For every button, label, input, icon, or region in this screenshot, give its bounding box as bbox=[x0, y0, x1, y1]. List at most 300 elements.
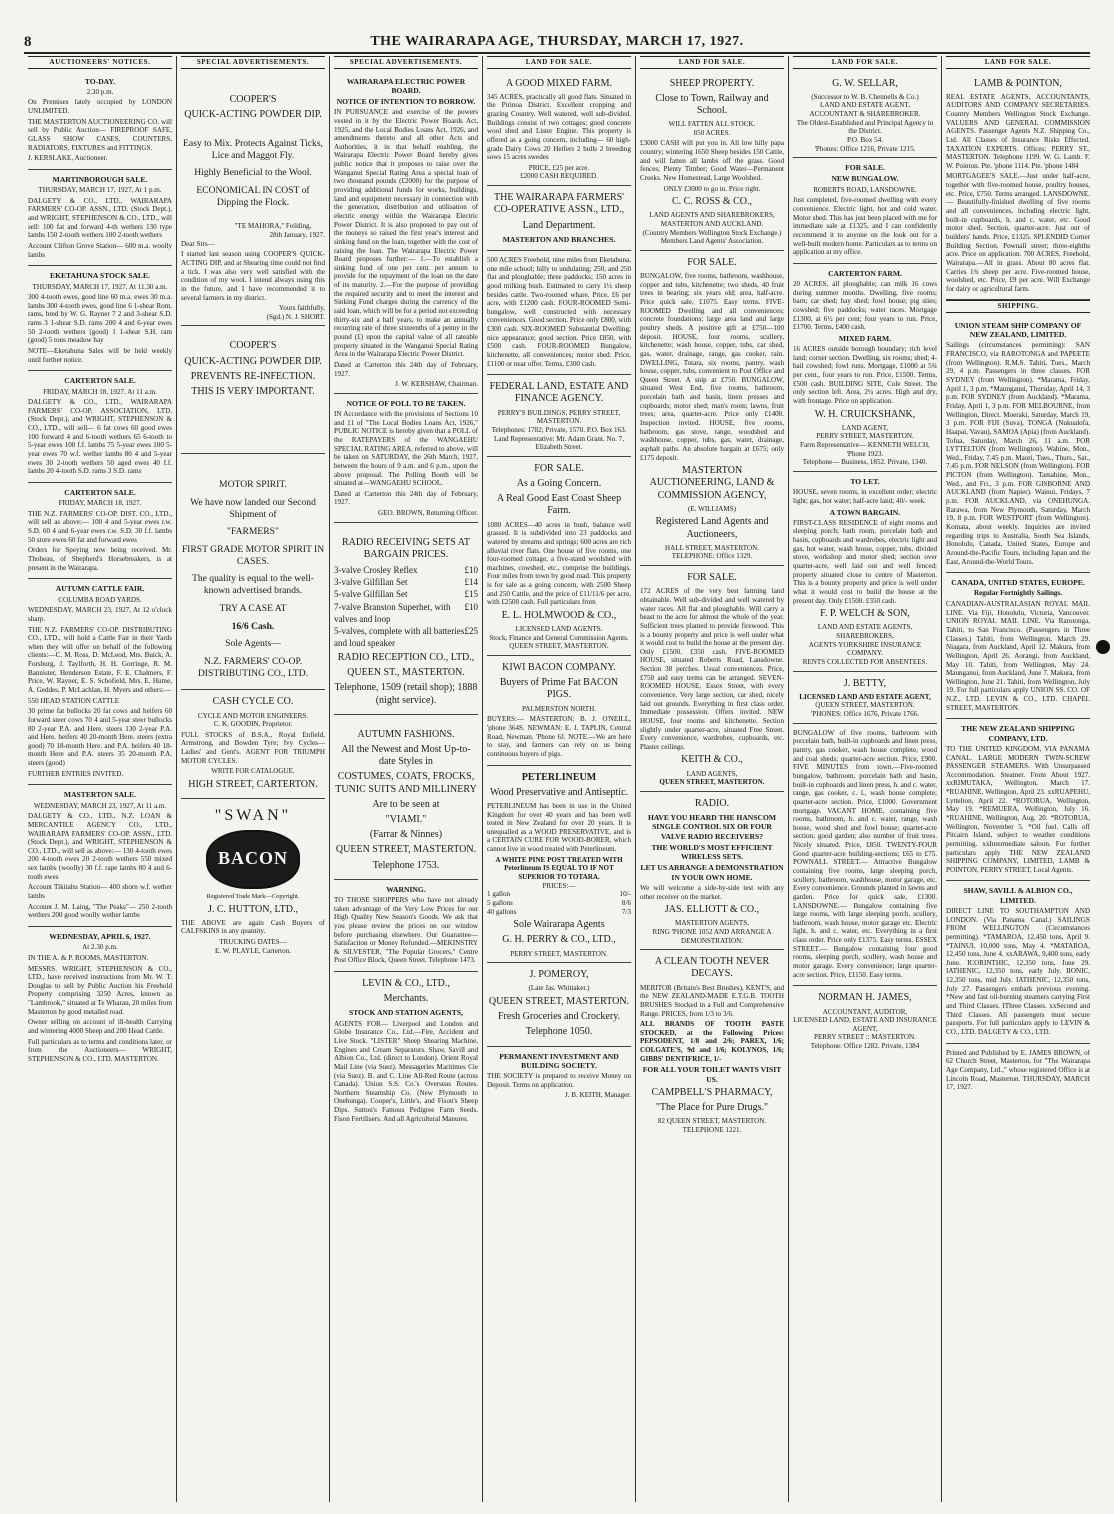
column-header: AUCTIONEERS' NOTICES. bbox=[28, 56, 172, 69]
ad-company: CAMPBELL'S PHARMACY, bbox=[651, 1086, 773, 1098]
sheep-property-ad bbox=[640, 72, 784, 251]
ad-line: N.Z. FARMERS' CO-OP. DISTRIBUTING CO., LTD. bbox=[197, 655, 309, 679]
price-size: 1 gallon bbox=[487, 890, 511, 899]
ad-title: CARTERTON FARM. bbox=[828, 268, 902, 278]
radio-price: £15 bbox=[464, 589, 478, 600]
ad-line: MASTERTON AND AUCKLAND. bbox=[660, 220, 764, 229]
ad-title: LAMB & POINTON, bbox=[974, 77, 1062, 89]
ad-line: THE ABOVE are again Cash Buyers of CALFSKINS in any quantity. bbox=[181, 918, 325, 936]
ad-title: A GOOD MIXED FARM. bbox=[506, 77, 612, 89]
ad-line: Farm Representative— KENNETH WELCH, 'Phone 1923. bbox=[800, 441, 930, 458]
ad-line: LICENSED LAND AND ESTATE AGENT, bbox=[799, 692, 931, 701]
notice-dated: Dated at Carterton this 24th day of February, 1927. bbox=[334, 360, 478, 378]
notice-title: WEDNESDAY, APRIL 6, 1927. bbox=[49, 931, 151, 941]
ad-line: QUEEN STREET, MASTERTON. bbox=[335, 844, 477, 856]
ad-company: RADIO RECEPTION CO., LTD., bbox=[337, 652, 475, 664]
notice-subtitle: NOTICE OF INTENTION TO BORROW. bbox=[336, 97, 476, 107]
ad-title: J. BETTY, bbox=[843, 677, 887, 689]
column-land-3 bbox=[789, 56, 942, 1502]
ad-title: COOPER'S bbox=[229, 340, 277, 352]
notice-line: WEDNESDAY, MARCH 23, 1927, At 12 o'clock sharp. bbox=[28, 606, 172, 623]
ad-body: DIRECT LINE TO SOUTHAMPTON AND LONDON. (Via Panama Canal.) SAILINGS FROM WELLINGTON (Circumstances permitting). *TAMAROA, 12,450 tons, April 9. *TAINUI, 10,000 tons, May 4. *MATAROA, 12,450 tons, June 4. xxARAWA, 9,400 tons, early June. ICORINTHIC, 12,350 tons, June 29. IATHENIC, 12,350 tons, early July. IIONIC, 12,350 tons, mid July. IATHENIC, 12,350 tons, July 27. Passengers embark previous evening. *New and fast oil-burning steamers carrying First and Third Classes. IThree Classes. xxSecond and Third Classes. All passengers must secure passports. For full particulars apply to LEVIN & CO., LTD. DALGETY & CO., LTD. bbox=[946, 906, 1090, 1036]
ad-company: KEITH & CO., bbox=[681, 754, 743, 766]
notice-body: IN PURSUANCE and exercise of the powers vested in it by the Electric Power Boards Act, 1925, and the Local Bodies Loans Act, 1926, and amendments thereto and all other Acts and Authorities, it in that behalf enabling, the Wairarapa Electric Power Board hereby gives public notice that it proposes to raise over the Wanganui Special Rating Area a special loan of two thousand pounds (£2000) for the purpose of providing additional funds for works, buildings, land and equipment necessary in connection with the generation, distribution and utilisation of electric energy within the Wairarapa Electric Power District. It is also proposed to pay out of the moneys so raised the first year's interest and sinking fund on the loan, together with the cost of raising the loan. The Wairarapa Electric Power Board proposes further:— 1.—To establish a sinking fund of one per cent. per annum to provide for the repayment of the loan on the date of its maturity. 2.—For the purpose of providing the required security and to meet the interest and Sinking Fund charges during the currency of the said loan, which will be for a period not exceeding thirty-six and a half years, to make an annually recurring rate of three sixteenths of a penny in the pound (£) upon the capital value of all rateable property situated in the Wanganui Special Rating Area in the Wairarapa Electric Power District. bbox=[334, 108, 478, 359]
canada-sailings-ad bbox=[946, 573, 1090, 719]
ad-line: HIGH STREET, CARTERTON. bbox=[188, 779, 318, 791]
auction-notice bbox=[28, 785, 172, 927]
ad-line: PERRY STREET, MASTERTON. bbox=[816, 432, 914, 441]
listing-body: 500 ACRES Freehold, nine miles from Eketahuna, one mile school; hilly to undulating; 250, and 250 flat and ploughable; three paddocks; 150 acres in good milking bush. Estimated to carry 1½ sheep besides cattle. Two-roomed whare. Price, £6 per acre, with £1200 cash. FOUR-ROOMED Semi-bungalow, well constructed with necessary conveniences. Good section. Price only £800, with £300 cash. SIX-ROOMED Substantial Dwelling; nice appearance; good section. Price £850, with £500 cash. FOUR-ROOMED Bungalow, kitchenette, all conveniences; motor shed. Price, £1100 or near offer. Terms, £300 cash. bbox=[487, 255, 632, 368]
ad-body: BUYERS:— MASTERTON: B. J. O'NEILL, 'phone 364S. NEWMAN: E. J. TAPLIN, Central Road, Newman. 'Phone 6J. NOTE.—We are here to stay, and farmers can rely on us being continuous buyers of pigs. bbox=[487, 715, 631, 758]
ad-subtitle: Land Department. bbox=[522, 219, 596, 231]
column-land-shipping bbox=[942, 56, 1094, 1502]
ad-line: Stock, Finance and General Commission Agents. bbox=[489, 633, 629, 642]
ad-line: HAVE YOU HEARD THE HANSCOM SINGLE CONTROL SIX OR FOUR VALVE RADIO RECEIVERS? bbox=[647, 813, 777, 841]
ad-signature: J. B. KEITH, Manager. bbox=[565, 1091, 631, 1100]
ad-line: Telephone— Business, 1852. Private, 1340. bbox=[802, 458, 928, 467]
notice-signature: GEO. BROWN, Returning Officer. bbox=[378, 509, 478, 518]
ad-body: CANADIAN-AUSTRALASIAN ROYAL MAIL LINE. Via Fiji, Honolulu, Victoria, Vancouver. UNION ROYAL MAIL LINE. Via Rarotonga, Tahiti, to San Francisco. (Passengers in Three Classes.) Tahiti, from Wellington, March 29. Niagara, from Auckland, April 12. Makura, from Wellington, April 26. Aorangi, from Auckland, May 10. Tahiti, from Wellington, May 24. Maunganui, from Auckland, June 7. Makura, from Wellington, June 21. Tahiti, from Wellington, July 19. For full particulars apply UNION SS. CO. OF N.Z., LTD. LEVIN & CO., LTD. CHAPEL STREET, MASTERTON. bbox=[946, 600, 1090, 712]
ad-line: PREVENTS RE-INFECTION. bbox=[190, 370, 316, 382]
ad-title: FOR SALE. bbox=[687, 256, 737, 268]
notice-title: AUTUMN CATTLE FAIR. bbox=[55, 584, 145, 594]
notice-line: FRIDAY, MARCH 18, 1927. At 11 a.m. bbox=[43, 387, 157, 396]
ad-line: MASTERTON AGENTS, bbox=[675, 919, 749, 928]
page-columns bbox=[24, 56, 1094, 1502]
ad-line: TRY A CASE AT bbox=[219, 602, 287, 614]
ad-line: FULL STOCKS of B.S.A., Royal Enfield, Armstrong, and Bowden Tyre; Ivy Cycles—Ladies' and Gent's. AGENT FOR TRIUMPH MOTOR CYCLES. bbox=[181, 730, 325, 765]
ad-company: G. H. PERRY & CO., LTD., bbox=[502, 934, 616, 946]
ad-line: (E. WILLIAMS) bbox=[688, 504, 736, 513]
shaw-savill-ad bbox=[946, 881, 1090, 1043]
ad-subtitle: Close to Town, Railway and School. bbox=[655, 92, 769, 116]
ad-line: PERRY STREET :: MASTERTON. bbox=[814, 1033, 916, 1042]
ad-title: NORMAN H. JAMES, bbox=[818, 992, 912, 1004]
listing-body: BUNGALOW of five rooms, bathroom with porcelain bath, built-in cupboards and linen press, pantry, gas cooker, wash house complete, wood and coal sheds; quarter-acre section. Price, £900. FIVE MINUTES from town.—Five-roomed bungalow, bathroom, porcelain bath and basin, built-in cupboards and linen press, h. and c. water, range, gas cooker, c. l., wash house complete; quarter-acre section. Price, £1000. Government mortgage. VACANT HOME, containing five rooms, bathroom, h. and c. water, range, wash house, wood shed and fowl house; quarter-acre section; good garden; also number of fruit trees. Nicely situated. Price, £850. TWENTY-FOUR Good quarter-acre building-sections; £65 to £75. POWNALL STREET.— Attractive Bungalow containing five rooms, large sleeping porch, scullery, bathroom, washhouse, motor garage, etc. Every convenience. Grounds planted in lawns and garden. Price for quick sale, £1300. LANSDOWNE.— Bungalow containing five large rooms, with large sleeping porch, scullery, bathroom, wash house, motor garage etc. Electric light, h. and c. water, etc. Everything in a first class order. Price only £1375. Easy terms. ESSEX STREET.— Bungalow containing four good rooms, sleeping porch, scullery, wash house and motor garage. Every convenience; large quarter-acre section. Price, £1150. Easy terms. bbox=[793, 728, 937, 979]
ad-line: We will welcome a side-by-side test with any other receiver on the market. bbox=[640, 883, 784, 901]
ad-telephone: Telephone, 1509 (retail shop); 1888 (night service). bbox=[334, 682, 478, 706]
notice-line: On Premises lately occupied by LONDON UNLIMITED. bbox=[28, 98, 172, 116]
notice-line: At 2.30 p.m. bbox=[82, 943, 118, 952]
ad-body: THE SOCIETY is prepared to receive Money on Deposit. Terms on application. bbox=[487, 1072, 631, 1089]
building-society-ad bbox=[487, 1047, 631, 1104]
radio-model: 5-valve Gilfillan Set bbox=[334, 589, 408, 600]
ad-line: THE WORLD'S MOST EFFICIENT WIRELESS SETS. bbox=[651, 842, 773, 862]
trade-mark-note: Registered Trade Mark—Copyright. bbox=[206, 892, 300, 900]
ad-title: CANADA, UNITED STATES, EUROPE. bbox=[951, 578, 1085, 588]
ad-line: "The Place for Pure Drugs." bbox=[655, 1102, 769, 1114]
ad-company: E. L. HOLMWOOD & CO., bbox=[501, 610, 617, 621]
letter-signature: (Sgd.) N. J. SHORT. bbox=[266, 312, 325, 321]
ad-subtitle: QUICK-ACTING POWDER DIP. bbox=[184, 108, 322, 120]
ad-line: LAND AGENT, bbox=[841, 423, 889, 432]
ad-line: AGENTS YORKSHIRE INSURANCE COMPANY. bbox=[808, 640, 922, 658]
cash-cycle-ad bbox=[181, 690, 325, 799]
notice-line: 30 prime fat bullocks 20 fat cows and heifers 60 forward steer cows 70 4 and 5-year steer bullocks 80 2-year P.A. and Here. steers 130 2-year P.A. and Here. heifers 40 20-month Here. steers (extra good) 70 18-month Here. and P.A. heifers 40 18-month Here and P.A. steers 35 20-month P.A. steers (good) bbox=[28, 707, 172, 768]
price-value: 8/6 bbox=[621, 898, 631, 907]
ad-title: THE NEW ZEALAND SHIPPING COMPANY, LTD. bbox=[961, 724, 1075, 743]
ad-line: COSTUMES, COATS, FROCKS, TUNIC SUITS AND MILLINERY bbox=[335, 771, 477, 795]
ad-line: TRUCKING DATES— bbox=[219, 938, 287, 947]
column-header: LAND FOR SALE. bbox=[487, 56, 631, 69]
ad-line: LAND AGENTS AND SHAREBROKERS, bbox=[649, 211, 775, 220]
ad-line: Telephone 1050. bbox=[525, 1026, 593, 1038]
ad-price: PRICE, £25 per acre. bbox=[528, 163, 590, 172]
ad-line: Sole Wairarapa Agents bbox=[513, 919, 605, 931]
notice-title: MARTINBOROUGH SALE. bbox=[52, 174, 148, 184]
ad-line: Telephone 1753. bbox=[372, 859, 440, 871]
ad-company: MASTERTON AUCTIONEERING, LAND & COMMISSION AGENCY, bbox=[649, 465, 775, 501]
notice-line: DALGETY & CO., LTD., WAIRARAPA FARMERS' CO-OP. ASSN., LTD. (Stock Dept.), and WRIGHT, STEPHENSON & CO., LTD., will sell: 100 fat and forward 4-th wethers 130 type lambs 150 2-tooth wethers 100 2-tooth wethers bbox=[28, 196, 172, 240]
power-board-notice bbox=[334, 72, 478, 394]
notice-line: THURSDAY, MARCH 17, 1927, At 1 p.m. bbox=[38, 186, 162, 195]
ad-line: Fresh Groceries and Crockery. bbox=[497, 1011, 621, 1023]
ad-line: LAND AGENTS, bbox=[686, 769, 738, 778]
ad-subtitle: A Real Good East Coast Sheep Farm. bbox=[496, 493, 622, 517]
new-bungalow-ad bbox=[793, 158, 937, 264]
coop-listings bbox=[487, 251, 631, 375]
ad-line: The quality is equal to the well-known advertised brands. bbox=[191, 573, 315, 597]
ad-subtitle: Buyers of Prime Fat BACON PIGS. bbox=[499, 677, 619, 701]
sellar-ad bbox=[793, 72, 937, 159]
betty-ad bbox=[793, 672, 937, 724]
ad-line: We have now landed our Second Shipment of bbox=[190, 496, 316, 520]
page-number: 8 bbox=[24, 33, 32, 50]
ad-line: Registered Land Agents and Auctioneers, bbox=[655, 516, 769, 540]
ad-line: "VIAMI." bbox=[385, 813, 427, 825]
ad-body: PETERLINEUM has been in use in the United Kingdom for over 40 years and has been well tested in New Zealand for over 20 years. It is unequalled as a WOOD PRESERVATIVE, and is a CERTAIN CURE FOR WOOD-BORER, which cannot live in wood treated with Peterlineum. bbox=[487, 801, 631, 854]
column-header: LAND FOR SALE. bbox=[793, 56, 937, 69]
tooth-brush-ad bbox=[640, 950, 784, 1138]
column-header: LAND FOR SALE. bbox=[640, 56, 784, 69]
notice-body: IN Accordance with the provisions of Sections 10 and 11 of "The Local Bodies Loans Act, 1926," PUBLIC NOTICE is hereby given that a POLL of the RATEPAYERS of the WANGAEHU SPECIAL RATING AREA, referred to above, will be taken on SATURDAY, the 26th March, 1927, between the hours of 9 a.m. and 6 p.m., upon the above proposal. The Polling Booth will be situated at—WANGAEHU SCHOOL. bbox=[334, 410, 478, 488]
ad-subtitle: Regular Fortnightly Sailings. bbox=[974, 589, 1062, 598]
price-size: 40 gallons bbox=[487, 907, 517, 916]
ad-address: 82 QUEEN STREET, MASTERTON. TELEPHONE 1221. bbox=[657, 1117, 767, 1134]
notice-line: 300 4-tooth ewes, good line 60 m.a. ewes 30 m.a. lambs 300 4-tooth ewes, good line 6 1-shear Rom. rams, bred by W. G. Rayner 7 2 and 3-shear S.D. rams 3 1-shear S.D. rams 200 4 and 6-year ewes 50 2-tooth wethers (good) 1 1-shear S.H. ram (good) 5 tons meadow hay bbox=[28, 293, 172, 345]
autumn-fashions-ad bbox=[334, 715, 478, 880]
notice-line: Full particulars as to terms and conditions later, or from the Auctioneers— WRIGHT, STEPHENSON & CO., LTD. MASTERTON. bbox=[28, 1037, 172, 1063]
ad-address: QUEEN ST., MASTERTON. bbox=[347, 667, 465, 679]
ad-line: ECONOMICAL IN COST of Dipping the Flock. bbox=[196, 185, 310, 208]
ad-title: RADIO RECEIVING SETS AT BARGAIN PRICES. bbox=[341, 536, 471, 560]
notice-line: MESSRS. WRIGHT, STEPHENSON & CO., LTD., have received instructions from Mr. W. T. Douglas to sell by Public Auction his Freehold Property comprising 3250 Acres, known as "Lambrook," situated at Te Wharau, 20 miles from Masterton by good metalled road. bbox=[28, 964, 172, 1016]
ad-line: LAND AND ESTATE AGENTS, SHAREBROKERS, bbox=[817, 623, 913, 641]
ad-line: P.O. Box 54. bbox=[846, 135, 884, 144]
notice-line: THE N.Z. FARMERS' CO-OP. DIST. CO., LTD., will sell as above:— 100 4 and 5-year ewes r.w. S.D. 60 4 and 6-year ewes r.w. S.D. 30 f.f. lambs 50 store ewes 60 fat and forward ewes bbox=[28, 509, 172, 544]
ad-line: PERRY'S BUILDINGS, PERRY STREET, MASTERTON. bbox=[497, 408, 621, 426]
column-special-ads-2 bbox=[330, 56, 483, 1502]
ad-line: HALL STREET, MASTERTON. bbox=[664, 543, 760, 552]
notice-line: DALGETY & CO., LTD., N.Z. LOAN & MERCANTILE AGENCY CO., LTD., WAIRARAPA FARMERS' CO-OP. ASSN., LTD. (Stock Dept.), and WRIGHT, STEPHENSON & CO., LTD., will sell as above:— 130 4-tooth ewes 200 4-tooth ewes 20 2-tooth wethers 550 mixed sex lambs (woolly) 30 f.f. rape lambs 80 4 and 6-tooth ewes bbox=[28, 812, 172, 881]
ad-line: All the Newest and Most Up-to-date Styles in bbox=[341, 744, 471, 768]
column-header: SPECIAL ADVERTISEMENTS. bbox=[181, 56, 325, 69]
ad-claim: A WHITE PINE POST TREATED WITH Peterlineum IS EQUAL TO IF NOT SUPERIOR TO TOTARA. bbox=[495, 855, 623, 882]
ad-line: Sole Agents— bbox=[225, 638, 281, 650]
to-let-ad bbox=[793, 472, 937, 672]
imprint-text: Printed and Published by E. JAMES BROWN, of 62 Church Street, Masterton, for "The Wairarapa Age Company, Ltd.," whose registered Office is at Lincoln Road, Masterton. THURSDAY, MARCH 17, 1927. bbox=[946, 1048, 1090, 1092]
ad-line: QUEEN STREET, MASTERTON. bbox=[659, 778, 765, 787]
ad-title: COOPER'S bbox=[229, 93, 277, 105]
ad-line: (Country Members Wellington Stock Exchange.) bbox=[642, 228, 782, 237]
price-row bbox=[487, 890, 631, 899]
ad-cash: £2000 CASH REQUIRED. bbox=[520, 172, 598, 181]
letter-date: 28th January, 1927. bbox=[269, 231, 325, 240]
ad-title: CASH CYCLE CO. bbox=[212, 696, 294, 708]
letter-salutation: Dear Sirs— bbox=[181, 239, 215, 248]
ad-body: 345 ACRES, practically all good flats. Situated in the Pirinoa District. Excellent cropping and grazing Country. Well watered, well sub-divided. Buildings consist of two cottages; good concrete wool shed and Lister Engine. This property is offered as a going concern, including— 60 high-grade Dairy Cows 20 Heifers 2 bulls 2 breeding sows 15 acres swedes bbox=[487, 92, 631, 162]
ad-body: FIRST-CLASS RESIDENCE of eight rooms and sleeping porch; bath room, porcelain bath and basin, cupboards and wardrobes, electric light and gas, hot water, wash house, copper, tubs, divided stove, workshop and motor shed; section over quarter-acre, well laid out and well fenced; property situated close to centre of Masterton. This is a bounty property and price is well under what it would cost to build the house at the present day. Only £1500. £350 cash. bbox=[793, 518, 937, 605]
auction-notice bbox=[28, 72, 172, 170]
ad-body: 172 ACRES of the very best farming land obtainable. Well sub-divided and well watered by water races. All flat and ploughable. Will carry a beast to the acre for almost the whole of the year. Sufficient trees planted to provide firewood. This is a bounty property and price is well under what it would cost to build the house at the present day. Only £1500. £350 cash. FIVE-ROOMED HOUSE, situated Roberts Road, Lansdowne. Section 38 perches. Usual conveniences. Price, £750 and easy terms can be arranged. SEVEN-ROOMED HOUSE, Essex Street, with every convenience. Very large section, car shed, nicely laid out grounds. Everything in first class order. Immediate possession. Offers invited. NEW HOUSE, four rooms and kitchenette. Section slightly under quarter-acre, situated Free Street. Every convenience, wardrobes, cupboards, etc. Plaster ceilings. bbox=[640, 587, 784, 751]
ad-company: JAS. ELLIOTT & CO., bbox=[664, 904, 760, 916]
ad-company: C. C. ROSS & CO., bbox=[671, 196, 753, 208]
letter-body: I started last season using COOPER'S QUICK-ACTING DIP, and at Shearing time could not find a tick. I was also very well satisfied with the condition of my wool. I intend always using this in the future, and I have recommended it to several farmers in my district. bbox=[181, 250, 325, 302]
radio-price: £14 bbox=[464, 577, 478, 588]
ad-subtitle: QUICK-ACTING POWDER DIP. bbox=[184, 355, 322, 367]
mixed-farm-ad bbox=[487, 72, 631, 187]
ad-subtitle: MIXED FARM. bbox=[838, 333, 892, 343]
notice-line: THE N.Z. FARMERS' CO-OP. DISTRIBUTING CO., LTD., will hold a Cattle Fair in their Yards when they will offer on behalf of the following clients:—C. M. Ross, D. McLeod, Mrs. Buick, A. Forsburg, J. Taylforth, H. H. Gorringe, R. M. Bannister, Henderson Estate, F. E. Chalmers, F. Price, W. Rayner, E. S. Schofield, Mrs. E. Hume, A. Geddes, P. McLachlan, H. Myers and others:— bbox=[28, 625, 172, 694]
shipping-header: SHIPPING. bbox=[946, 300, 1090, 313]
notice-title: CARTERTON SALE. bbox=[64, 376, 136, 386]
newspaper-title: THE WAIRARAPA AGE, THURSDAY, MARCH 17, 1927. bbox=[370, 34, 744, 49]
ad-line: 'Phones: Office 1216, Private 1215. bbox=[814, 144, 916, 153]
notice-title: TO-DAY. bbox=[84, 76, 116, 86]
notice-line: Orders for Speying now being received. Mr. Thoheau, of Shepherd's Horsebreakers, is at present in the Wairarapa. bbox=[28, 546, 172, 572]
ad-line: ACCOUNTANT & SHAREBROKER. bbox=[809, 110, 921, 118]
ad-body: £3000 CASH will put you in. All low hilly papa country; wintering 1650 Sheep besides 150 Cattle, and will fatten all lambs off the grass. Good fences; Plenty Timber; Good Water—Permanent Creeks. New Homestead, Large Woolshed. bbox=[640, 139, 784, 182]
ad-title: FOR SALE. bbox=[534, 462, 584, 474]
binder-hole bbox=[1096, 640, 1110, 654]
price-value: 10/- bbox=[619, 890, 631, 899]
letter-place: "TE MAHORA," Feilding, bbox=[234, 222, 312, 231]
ad-title: KIWI BACON COMPANY. bbox=[502, 662, 616, 674]
ad-title: AUTUMN FASHIONS. bbox=[357, 728, 455, 740]
column-header: LAND FOR SALE. bbox=[946, 56, 1090, 69]
ad-title: PETERLINEUM bbox=[521, 771, 597, 783]
radio-price-row bbox=[334, 564, 478, 576]
for-sale-ad bbox=[640, 251, 784, 566]
ad-body: 1080 ACRES—40 acres in bush, balance well grassed. It is subdivided into 23 paddocks and watered by streams and springs; 600 acres are rich alluvial river flats. One house of five rooms, one four-roomed cottage, a five-stand woolshed with machines, cowshed, etc., comprise the buildings. Four miles from town by good road. This property is for sale as a going concern, with 2500 Sheep and 250 Cattle, and the price of £11/11/6 per acre, with £2500 cash. Full particulars from bbox=[487, 520, 631, 607]
ad-line: 16/6 Cash. bbox=[231, 620, 275, 632]
ad-line: QUEEN STREET, MASTERTON. bbox=[815, 701, 915, 710]
ad-body: AGENTS FOR— Liverpool and London and Globe Insurance Co., Ltd.—Fire, Accident and Live Stock. "LISTER" Sheep Shearing Machine, Engines and Cream Separators. Shaw, Savill and Albion Co., Ltd. (direct to London). Orient Royal Mail Line (via Suez). Messageries Maritimes Cie (via Suez). B. and C. Line All-Red Route (across Canada). Union S.S. Co.'s Overseas Routes. Northern Steamship Co. (New Plymouth to Onehunga). Cooper's, Little's, and Fison's Sheep Dips. Sutton's Famous Pedigree Farm Seeds. Fison Fertilisers. And all Agricultural Manures. bbox=[334, 1019, 478, 1123]
ad-body: TO THE UNITED KINGDOM, VIA PANAMA CANAL. LARGE MODERN TWIN-SCREW PASSENGER STEAMERS. With Unsurpassed Accommodation. Steamer. From About 1927. xxRIMUTAKA, Wellington, March 17. *RUAHINE, Wellington, April 23. xxRUAPEHU, Lyttelton, April 22. *ROTORUA, Wellington, May 19. *REMUERA, Wellington, July 16. *RUAHINE, Wellington, Aug. 20. *ROTORUA, Wellington, November 5. *Oil fuel. Calls off Pitcairn Island, subject to weather conditions permitting. xxIntermediate saloon. For further particulars apply THE NEW ZEALAND SHIPPING COMPANY, LIMITED, LAMB & POINTON, PERRY STREET, Local Agents. bbox=[946, 744, 1090, 874]
notice-signature: J. W. KERSHAW, Chairman. bbox=[395, 380, 478, 389]
pomeroy-ad bbox=[487, 963, 631, 1046]
ad-line: TELEPHONE: Office 1329. bbox=[671, 552, 753, 561]
radio-price: £10 bbox=[464, 601, 478, 612]
ad-body: 16 ACRES outside borough boundary; rich level land; corner section. Dwelling, six rooms; shed; 4-bail cowshed; fowl runs. Mortgage, £1000 at 5¾ per cent., four years to run. Price, £1500. Terms, £500 cash. BUILDING SITE, Cole Street. The only section left. Area, 2¼ acres. High and dry, with frontage. Price on application. bbox=[793, 345, 937, 406]
price-value: 7/3 bbox=[621, 907, 631, 916]
ad-body: HOUSE, seven rooms, in excellent order; electric light; gas, hot water; half-acre land; 40/- week. bbox=[793, 488, 937, 505]
ad-title: RADIO. bbox=[694, 797, 730, 809]
ad-address: PERRY STREET, MASTERTON. bbox=[510, 949, 608, 958]
printer-imprint bbox=[946, 1044, 1090, 1098]
notice-line: WEDNESDAY, MARCH 23, 1927, At 11 a.m. bbox=[33, 801, 167, 810]
notice-line: FRIDAY, MARCH 18, 1927. bbox=[58, 499, 142, 508]
column-special-ads-1 bbox=[177, 56, 330, 1502]
ad-line: ACCOUNTANT, AUDITOR, bbox=[822, 1007, 908, 1016]
ad-line: Land Representative: Mr. Adam Grant. No. 7, Elizabeth Street. bbox=[493, 434, 625, 452]
notice-line: Account J. M. Laing, "The Peaks"— 250 2-tooth wethers 200 good woolly wether lambs bbox=[28, 902, 172, 920]
prices-heading: PRICES:— bbox=[542, 881, 576, 890]
warning-ad bbox=[334, 880, 478, 972]
ad-title: PERMANENT INVESTMENT AND BUILDING SOCIETY. bbox=[499, 1051, 619, 1070]
nz-shipping-ad bbox=[946, 719, 1090, 881]
ad-title: MOTOR SPIRIT. bbox=[219, 479, 287, 491]
radio-price: £25 bbox=[464, 625, 478, 636]
ad-line: RING 'PHONE 1052 AND ARRANGE A DEMONSTRATION. bbox=[652, 927, 772, 945]
ad-line: (Farrar & Ninnes) bbox=[369, 829, 443, 841]
ad-title: THE WAIRARAPA FARMERS' CO-OPERATIVE ASSN., LTD., bbox=[493, 192, 625, 216]
lamb-pointon-ad bbox=[946, 72, 1090, 301]
ad-title: G. W. SELLAR, bbox=[832, 77, 898, 89]
ad-title: FOR SALE. bbox=[845, 163, 885, 173]
ad-price: ONLY £3000 to go in. Price right. bbox=[663, 184, 761, 193]
ad-line: The Oldest-Established and Principal Agency in the District. bbox=[796, 118, 934, 136]
ad-line: QUEEN STREET, MASTERTON. bbox=[509, 642, 609, 651]
coopers-dip-ad-2 bbox=[181, 326, 325, 454]
ad-title: J. POMEROY, bbox=[529, 969, 589, 981]
ad-title: A CLEAN TOOTH NEVER DECAYS. bbox=[654, 956, 770, 980]
notice-line: COLUMBA ROAD YARDS. bbox=[58, 595, 142, 604]
ad-line: Are to be seen at bbox=[372, 798, 440, 810]
ad-line: Members Land Agents' Association. bbox=[660, 237, 764, 246]
ad-line: ROBERTS ROAD, LANSDOWNE. bbox=[813, 185, 917, 194]
ad-line: PALMERSTON NORTH. bbox=[521, 704, 597, 713]
ad-subtitle: STOCK AND STATION AGENTS, bbox=[349, 1008, 463, 1018]
ad-line: FIRST GRADE MOTOR SPIRIT IN CASES. bbox=[181, 544, 325, 567]
ad-body: REAL ESTATE AGENTS, ACCOUNTANTS, AUDITORS AND COMPANY SECRETARIES. Country Members Wellington Stock Exchange. VALUERS AND GENERAL COMMISSION AGENTS. Passenger Agents N.Z. Shipping Co., Ltd. All Classes of Insurance Risks Effected. TAXATION EXPERTS. Offices: PERRY ST., MASTERTON. Telephone 1199. W. G. Lamb. F. W. Pointon. Pte. 'phone 1114. Pte. 'phone 1484 bbox=[946, 92, 1090, 170]
auction-notice bbox=[28, 579, 172, 785]
ad-title: FEDERAL LAND, ESTATE AND FINANCE AGENCY. bbox=[489, 381, 629, 405]
bacon-logo: BACON bbox=[206, 830, 300, 889]
ad-line: ALL BRANDS OF TOOTH PASTE STOCKED, at the Following Prices: PEPSODENT, 1/8 and 2/6; PAREX, 1/6; COLGATE'S, 9d and 1/6; KOLYNOS, 1/6; GIBBS' DENTIFRICE, 1/- bbox=[640, 1020, 784, 1063]
notice-line: DALGETY & CO., LTD., WAIRARAPA FARMERS' CO-OP. ASSOCIATION, LTD. (Stock Dept.), and WRIGHT, STEPHENSON & CO., LTD., will sell— 6 fat cows 60 good ewes 100 forward 4 and 6-tooth wethers 65 6-tooth to 5-year ewes 100 f.f. lambs 75 5-year ewes 100 5-year ewes 70 w.f. wether lambs 80 4 and 5-year ewes 30 2-tooth wethers 50 aged ewes 40 f.f. lambs 20 4-tooth S.D. rams 3 S.D. rams bbox=[28, 398, 172, 476]
notice-line: J. KERSLAKE, Auctioneer. bbox=[28, 154, 108, 163]
notice-line: Account Tikitahu Station— 400 shorn w.f. wether lambs bbox=[28, 883, 172, 901]
notice-title: CARTERTON SALE. bbox=[64, 487, 136, 497]
radio-model: 3-valve Gilfillan Set bbox=[334, 577, 408, 588]
norman-james-ad bbox=[793, 986, 937, 1054]
ad-line: (Late Jas. Whittaker.) bbox=[528, 984, 590, 993]
ad-line: CYCLE AND MOTOR ENGINEERS. bbox=[197, 711, 309, 720]
betty-listings bbox=[793, 724, 937, 987]
notice-line: Account Clifton Grove Station— 600 m.a. woolly lambs bbox=[28, 242, 172, 259]
radio-model: 3-valve Crosley Reflex bbox=[334, 565, 418, 576]
ad-body: Just completed, five-roomed dwelling with every convenience. Electric light, hot and cold water. Motor shed. This has just been placed with me for immediate sale at £1325, and I can confidently recommend it to anyone on the look out for a well-built modern home. Particulars as to terms on application at my office. bbox=[793, 196, 937, 257]
radio-sets-ad bbox=[334, 523, 478, 715]
notice-dated: Dated at Carterton this 24th day of February, 1927. bbox=[334, 489, 478, 507]
radio-price-row bbox=[334, 625, 478, 649]
ad-body: BUNGALOW, five rooms, bathroom, washhouse, copper and tubs, kitchenette; two sheds, 40 fruit trees in bearing; six years old; area, half-acre. Price quick sale, £1075. Easy terms. FIVE-ROOMED Dwelling and all conveniences; concrete foundations; large area land and large poultry sheds. A positive gift at £750—100 deposit. HOUSE, four rooms, scullery, kitchenette; wash house, copper, tubs, car shed, gas, water, drainage, range, gas cooker, rain. DWELLING, Totara, six rooms, pantry, wash house, copper, tubs, convenient to Post Office and Queen Street. A snip at £750. BUNGALOW, situated West End, five rooms, bathroom, porcelain bath and basin, linen presses and cupboards; motor shed; man's room; lawns, fruit trees; area, quarter-acre. Price only £1400. Inspection invited. HOUSE, five rooms, bathroom, gas stove, range, woodshed and washhouse, copper, tubs, gas, water, drainage, asphalt paths. An absolute bargain at £675; only £175 deposit. bbox=[640, 272, 784, 462]
radio-price-row bbox=[334, 601, 478, 625]
ad-title: TO LET. bbox=[850, 477, 880, 487]
masthead bbox=[24, 32, 1090, 54]
ad-line: "FARMERS" bbox=[227, 526, 279, 538]
ad-subtitle: Wood Preservative and Antiseptic. bbox=[489, 786, 629, 798]
notice-line: 550 HEAD STATION CATTLE bbox=[28, 696, 120, 705]
ad-subtitle: A TOWN BARGAIN. bbox=[829, 507, 901, 517]
ad-line: 'PHONES: Office 1676, Private 1766. bbox=[811, 710, 919, 719]
ad-subtitle: NEW BUNGALOW. bbox=[831, 174, 899, 184]
ad-line: FOR ALL YOUR TOILET WANTS VISIT US. bbox=[642, 1065, 782, 1084]
ad-line: (Successor to W. B. Chennells & Co.) bbox=[811, 92, 919, 101]
notice-line: Owner selling on account of ill-health Carrying and wintering 4000 Sheep and 200 Head Cattle. bbox=[28, 1018, 172, 1035]
radio-price: £10 bbox=[464, 565, 478, 576]
ad-line: Telephone: Office 1282. Private, 1384 bbox=[810, 1042, 920, 1051]
ad-line: RENTS COLLECTED FOR ABSENTEES. bbox=[802, 657, 928, 666]
notice-title: WAIRARAPA ELECTRIC POWER BOARD. bbox=[346, 76, 466, 95]
ad-line: Telephones: 1782; Private, 1570. P.O. Box 163. bbox=[491, 425, 627, 434]
ad-line: Highly Beneficial to the Wool. bbox=[194, 167, 312, 179]
ad-subtitle: As a Going Concern. bbox=[516, 478, 602, 490]
ad-line: WILL FATTEN ALL STOCK. bbox=[668, 120, 756, 129]
ad-company: W. H. CRUICKSHANK, bbox=[814, 408, 916, 420]
notice-line: IN THE A. & P. ROOMS, MASTERTON. bbox=[28, 953, 149, 962]
sheep-farm-sale-ad bbox=[487, 457, 631, 656]
ad-subtitle: MASTERTON AND BRANCHES. bbox=[502, 234, 616, 244]
motor-spirit-ad bbox=[181, 454, 325, 690]
radio-model: 7-valve Branston Superhet, with valves and loop bbox=[334, 601, 451, 624]
for-sale-ad-2 bbox=[640, 566, 784, 792]
radio-model: 5-valves, complete with all batteries and loud speaker bbox=[334, 625, 465, 648]
union-steam-ship-ad bbox=[946, 316, 1090, 573]
column-header: SPECIAL ADVERTISEMENTS. bbox=[334, 56, 478, 69]
price-row bbox=[487, 899, 631, 908]
ad-subtitle: Merchants. bbox=[383, 993, 429, 1005]
ad-title: "SWAN" bbox=[214, 807, 292, 825]
ad-title: SHAW, SAVILL & ALBION CO., LIMITED. bbox=[963, 886, 1073, 905]
ad-body: Sailings (circumstances permitting): SAN FRANCISCO, via RAROTONGA and PAPEETE (from Wellington). R.M.S. Tahiti, Tues., March 29, 4 p.m. Passengers in three classes. FOR SYDNEY (from Wellington). *Marama, Friday, April 1, 3 p.m. *Maunganui, Thursday, April 14, 3 p.m. FOR SYDNEY (from Auckland). *Marama, Friday, April 1, 3 p.m. FOR MELBOURNE, from Wellington, Direct. Moeraki, Saturday, March 19, 3 p.m. FOR FIJI (Suva), TONGA (Nukualofa, Haapai, Vavau), SAMOA (Apia) (from Auckland). Tofua, Saturday, March 26, 11 a.m. FOR LYTTELTON (from Wellington). Wahine, Mon., Wed., Friday, 7.45 p.m. Maori, Tues., Thurs., Sat., 7.45 p.m. FOR NELSON (from Wellington). FOR PICTON (from Wellington). Tamahine, Mon., Wed., and Fri., 3 p.m. FOR GISBORNE AND AUCKLAND (from Napier). Wainui, Fridays, 7 p.m. FOR AUCKLAND, via ONEHUNGA. Rarawa, from New Plymouth, Saturday, March 19, 8 p.m. FOR WESTPORT (from Wellington). Komata, about weekly. Inquiries are invited regarding trips to Australia, South Sea Islands, Honolulu, Canada, United States, Europe and Around-the-Pacific Tours, including Japan and the East, Around-the-World Tours. bbox=[946, 341, 1090, 566]
ad-title: SHEEP PROPERTY. bbox=[669, 77, 755, 89]
ad-title: WARNING. bbox=[386, 884, 426, 894]
ad-line: THIS IS VERY IMPORTANT. bbox=[191, 386, 315, 398]
ad-line: LAND AND ESTATE AGENT, bbox=[820, 101, 910, 110]
column-land-1 bbox=[483, 56, 636, 1502]
ad-line: LICENSED LAND, ESTATE AND INSURANCE AGENT, bbox=[793, 1016, 937, 1033]
ad-company: J. C. HUTTON, LTD., bbox=[207, 903, 298, 915]
swan-bacon-ad bbox=[181, 799, 325, 959]
price-size: 5 gallons bbox=[487, 898, 513, 907]
auction-notice bbox=[28, 170, 172, 266]
ad-title: LEVIN & CO., LTD., bbox=[362, 978, 450, 990]
ad-title: FOR SALE. bbox=[687, 572, 737, 584]
levin-ad bbox=[334, 972, 478, 1129]
auction-notice bbox=[28, 266, 172, 371]
peterlineum-ad bbox=[487, 766, 631, 964]
notice-title: NOTICE OF POLL TO BE TAKEN. bbox=[346, 398, 466, 408]
federal-agency-ad bbox=[487, 375, 631, 457]
ad-line: WRITE FOR CATALOGUE. bbox=[211, 767, 295, 776]
notice-line: FURTHER ENTRIES INVITED. bbox=[28, 769, 124, 778]
radio-price-row bbox=[334, 588, 478, 600]
notice-title: EKETAHUNA STOCK SALE. bbox=[50, 271, 150, 281]
notice-line: NOTE—Eketahuna Sales will be held weekly until further notice. bbox=[28, 347, 172, 364]
ad-body: MERITOR (Britain's Best Brushes), KENT'S, and the NEW ZEALAND-MADE E.T.G.B. TOOTH BRUSHES Stocked in a Full and Comprehensive Range. PRICES, from 1/3 to 3/6. bbox=[640, 983, 784, 1018]
poll-notice bbox=[334, 394, 478, 523]
radio-price-row bbox=[334, 576, 478, 588]
kiwi-bacon-ad bbox=[487, 656, 631, 765]
notice-line: 2.30 p.m. bbox=[86, 87, 114, 96]
auction-notice bbox=[28, 371, 172, 483]
radio-hanscom-ad bbox=[640, 792, 784, 950]
column-land-2 bbox=[636, 56, 789, 1502]
ad-title: UNION STEAM SHIP COMPANY OF NEW ZEALAND, LIMITED. bbox=[954, 320, 1082, 340]
ad-company: F. P. WELCH & SON, bbox=[820, 608, 910, 620]
